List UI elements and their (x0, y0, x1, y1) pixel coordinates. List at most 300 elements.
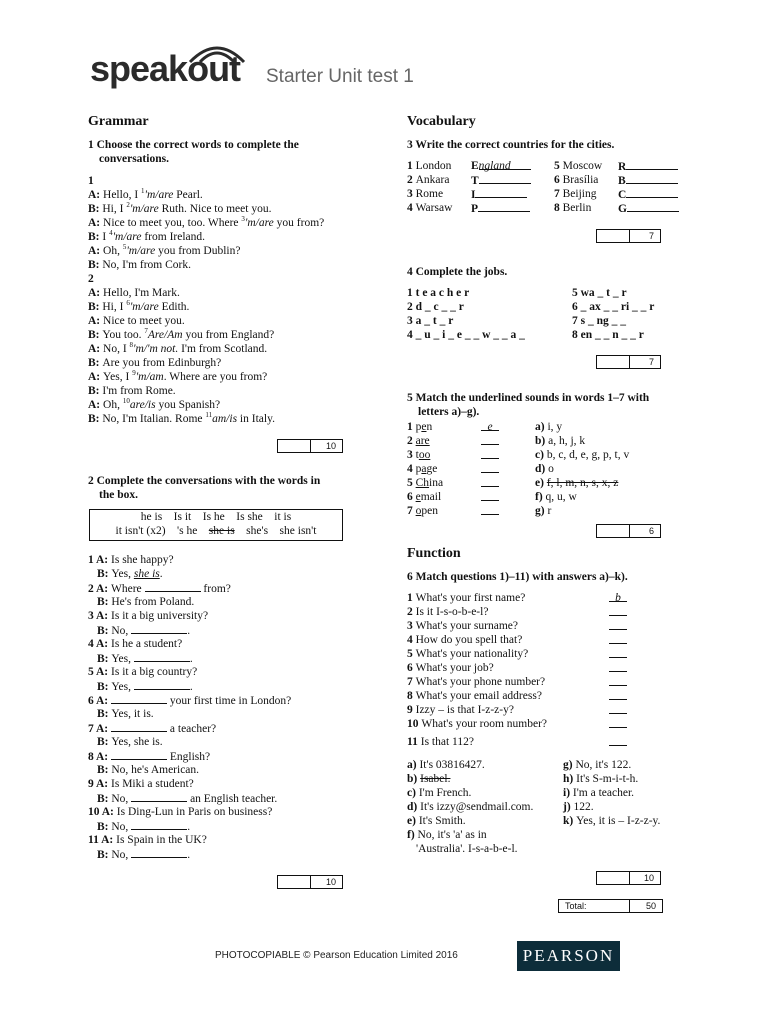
line-text: Hello, I (103, 189, 142, 201)
q2-line (97, 707, 154, 721)
line-rest: . (189, 681, 193, 693)
speaker: A: (88, 343, 104, 355)
line-text: Yes, (111, 568, 134, 580)
option-text: o (548, 463, 554, 475)
country-answer (618, 187, 678, 202)
line-rest: you from England? (182, 329, 275, 341)
line-rest: . (159, 568, 163, 580)
job-item: 4 _ u _ i _ e _ _ w _ _ a _ (407, 329, 525, 341)
speaker: B: (97, 596, 112, 608)
word-part: mail (420, 491, 442, 503)
answer-blank[interactable] (134, 651, 190, 662)
line-text: No, (111, 625, 132, 637)
answer-line (609, 647, 627, 662)
line-text: Is she happy? (111, 554, 174, 566)
speaker: A: (96, 610, 112, 622)
answer-text: It's 03816427. (419, 759, 485, 771)
answer-line (609, 619, 627, 634)
q6-answer (416, 842, 518, 856)
sound-word (407, 462, 437, 476)
item-number: 3 (407, 620, 416, 632)
answer-blank[interactable] (131, 819, 187, 830)
q2-score: 10 (325, 877, 336, 887)
option-text: b, c, d, e, g, p, t, v (546, 449, 630, 461)
line-text: I'm from Rome. (102, 385, 176, 397)
question-text: What's your email address? (415, 690, 542, 702)
line-text: Nice to meet you. (103, 315, 185, 327)
item-number: 4 (407, 463, 416, 475)
q1-line (88, 314, 185, 328)
answer-blank[interactable] (609, 633, 627, 644)
answer-letter: i) (563, 787, 573, 799)
speaker: A: (88, 371, 104, 383)
line-rest: an English teacher. (187, 793, 278, 805)
speaker: A: (96, 751, 112, 763)
answer-blank[interactable] (111, 721, 167, 732)
line-text: Oh, (103, 245, 123, 257)
line-text: Oh, (103, 399, 123, 411)
city: Rome (415, 188, 444, 200)
answer-blank[interactable] (609, 675, 627, 686)
q1-line (88, 356, 221, 370)
answer-blank[interactable] (609, 689, 627, 700)
answer-blank[interactable] (626, 187, 678, 198)
q1-heading: 1 Choose the correct words to complete the conversations. (88, 139, 299, 165)
option-letter: e) (535, 477, 547, 489)
q3-item (554, 173, 598, 187)
gap-number: 4 (109, 229, 113, 238)
letter-option (535, 490, 577, 504)
speaker: B: (97, 625, 112, 637)
q2-line (97, 679, 193, 694)
q6-answer (563, 772, 638, 786)
answer-blank[interactable] (609, 703, 627, 714)
answer-blank[interactable] (145, 581, 201, 592)
gap-number: 1 (141, 187, 145, 196)
line-text: Hello, I'm Mark. (103, 287, 180, 299)
question-text: How do you spell that? (415, 634, 523, 646)
speaker: A: (88, 399, 104, 411)
speaker: A: (88, 189, 104, 201)
question-text: What's your first name? (415, 592, 526, 604)
job-item: 7 s _ ng _ _ (572, 315, 626, 327)
q3-item (407, 187, 443, 201)
line-text: Yes, I (103, 371, 133, 383)
q2-line (97, 791, 277, 806)
question-text: What's your nationality? (415, 648, 529, 660)
word-part: t (415, 449, 419, 461)
q2-line (97, 567, 163, 581)
answer-blank[interactable] (131, 791, 187, 802)
q4-heading: 4 Complete the jobs. (407, 266, 508, 278)
line-rest: . Where are you from? (163, 371, 268, 383)
line-text: No, (111, 793, 132, 805)
city: Warsaw (415, 202, 453, 214)
q3-item (554, 159, 602, 173)
q4-score: 7 (648, 357, 654, 367)
line-text: No, (111, 821, 132, 833)
answer: she is (133, 568, 160, 580)
answer-blank[interactable]: ngland (479, 159, 531, 170)
q1-line (88, 384, 176, 398)
item-number: 5 (554, 160, 563, 172)
speaker: B: (88, 413, 103, 425)
line-text: Is it a big university? (111, 610, 209, 622)
answer-blank[interactable] (481, 434, 499, 445)
speaker: A: (96, 638, 112, 650)
logo-wordmark: speakout (90, 48, 241, 89)
answer-line (481, 434, 499, 449)
gap-number: 5 (122, 243, 127, 252)
answer-blank[interactable] (111, 693, 167, 704)
option-letter: d) (535, 463, 549, 475)
speaker: B: (97, 681, 112, 693)
speaker: B: (88, 357, 103, 369)
line-rest: in Italy. (237, 413, 275, 425)
logo (90, 48, 240, 90)
answer-blank[interactable] (131, 847, 187, 858)
first-letter: R (618, 161, 627, 173)
q1-line (88, 398, 220, 412)
answer-text: Yes, it is – I-z-z-y. (576, 815, 661, 827)
q2-line (97, 651, 193, 666)
item-number: 11 (88, 834, 102, 846)
q6-question (407, 703, 514, 717)
q6-question (407, 619, 518, 633)
line-text: Yes, it is. (111, 708, 154, 720)
city: Berlin (562, 202, 592, 214)
answer-blank[interactable]: e (481, 420, 499, 431)
word-part: p (415, 463, 422, 475)
q1-line (88, 412, 275, 426)
q6-answer (407, 786, 471, 800)
line-rest: . (187, 849, 191, 861)
answer-blank[interactable] (609, 735, 627, 746)
q2-heading: 2 Complete the conversations with the words in the box. (88, 475, 321, 501)
question-text: What's your job? (415, 662, 494, 674)
first-letter: C (618, 189, 627, 201)
speaker: B: (88, 385, 103, 397)
letter-option (535, 504, 551, 518)
option-letter: c) (535, 449, 547, 461)
item-number: 3 (407, 449, 416, 461)
speaker: B: (88, 203, 103, 215)
line-text: Is it a big country? (111, 666, 198, 678)
q1-line (88, 328, 274, 342)
q2-line (88, 721, 216, 736)
first-letter: I (471, 189, 476, 201)
q6-question (407, 661, 494, 675)
function-title: Function (407, 546, 461, 561)
q1-line (88, 300, 189, 314)
choice: 'm/are (129, 301, 159, 313)
line-text: Is Miki a student? (111, 778, 194, 790)
word-box-row-1: he is Is it Is he Is she it is (140, 511, 292, 523)
q3-item (407, 201, 452, 215)
first-letter: E (471, 160, 479, 172)
option-text: i, y (547, 421, 563, 433)
answer-text: No, it's 'a' as in (417, 829, 487, 841)
q2-line (88, 693, 291, 708)
q3-item (554, 201, 591, 215)
gap-number: 9 (132, 369, 136, 378)
answer-blank[interactable] (134, 679, 190, 690)
item-number: 5 (407, 477, 416, 489)
answer-line (609, 703, 627, 718)
letter-option (535, 448, 629, 462)
item-number: 7 (554, 188, 563, 200)
first-letter: T (471, 175, 479, 187)
speaker: A: (101, 834, 117, 846)
gap-number: 6 (126, 299, 130, 308)
answer-blank[interactable] (609, 661, 627, 672)
answer-blank[interactable] (479, 173, 531, 184)
vocabulary-title: Vocabulary (407, 114, 476, 129)
q6-answer (407, 828, 487, 842)
q6-heading: 6 Match questions 1)–11) with answers a)–k). (407, 571, 628, 583)
question-text: What's your surname? (415, 620, 518, 632)
grammar-title: Grammar (88, 114, 149, 129)
choice: are/is (129, 399, 156, 411)
item-number: 10 (88, 806, 102, 818)
answer-blank[interactable] (481, 448, 499, 459)
sound-word (407, 420, 432, 434)
word-part: ina (429, 477, 444, 489)
answer-line (609, 689, 627, 704)
q5-score: 6 (648, 526, 654, 536)
q2-line (88, 553, 174, 567)
q2-score-box (277, 875, 343, 889)
answer-blank[interactable] (481, 476, 499, 487)
answer-letter: e) (407, 815, 419, 827)
choice: 'm/are (129, 203, 159, 215)
line-text: I (102, 231, 110, 243)
answer-blank[interactable] (609, 647, 627, 658)
answer-blank[interactable] (609, 717, 627, 728)
item-number: 1 (88, 554, 96, 566)
line-text: No, I'm Italian. Rome (102, 413, 206, 425)
q6-question (407, 735, 474, 749)
q2-line (88, 637, 182, 651)
country-answer (471, 159, 531, 173)
country-answer (471, 187, 527, 202)
gap-number: 7 (144, 327, 148, 336)
underlined-sound: are (415, 435, 430, 447)
item-number: 6 (88, 695, 96, 707)
speaker: A: (96, 666, 112, 678)
choice: 'm/are (126, 245, 156, 257)
q2-line (88, 833, 207, 847)
speaker: B: (97, 653, 112, 665)
answer-line (481, 490, 499, 505)
option-letter: a) (535, 421, 548, 433)
line-text: Yes, she is. (111, 736, 163, 748)
item-number: 11 (407, 736, 421, 748)
answer-line (481, 476, 499, 491)
answer-line (609, 675, 627, 690)
answer-letter: d) (407, 801, 421, 813)
sound-word (407, 504, 438, 518)
answer-line (481, 420, 499, 434)
answer-text: It's Smith. (418, 815, 466, 827)
line-text: Is Ding-Lun in Paris on business? (116, 806, 273, 818)
answer-letter: j) (563, 801, 574, 813)
answer-blank[interactable] (475, 187, 527, 198)
q6-answer (407, 814, 466, 828)
answer-blank[interactable] (481, 462, 499, 473)
q6-score-box (596, 871, 661, 885)
item-number: 4 (407, 202, 416, 214)
speaker: B: (97, 736, 112, 748)
underlined-sound: e (415, 491, 421, 503)
pearson-logo: PEARSON (517, 941, 620, 971)
option-text: f, l, m, n, s, x, z (546, 477, 619, 489)
answer-text: I'm a teacher. (572, 787, 635, 799)
item-number: 6 (554, 174, 563, 186)
answer-blank[interactable] (481, 504, 499, 515)
answer-blank[interactable] (626, 173, 678, 184)
choice: am/is (212, 413, 238, 425)
answer-line (481, 504, 499, 519)
q3-score: 7 (648, 231, 654, 241)
option-text: r (547, 505, 552, 517)
answer-blank[interactable] (111, 749, 167, 760)
line-rest: you from Dublin? (155, 245, 241, 257)
speaker: B: (88, 329, 103, 341)
item-number: 8 (554, 202, 563, 214)
speaker: B: (88, 259, 103, 271)
line-rest: . (189, 653, 193, 665)
line-text: Yes, (111, 681, 134, 693)
answer-blank[interactable] (609, 605, 627, 616)
line-rest: . (187, 821, 191, 833)
line-rest: a teacher? (167, 723, 217, 735)
letter-option (535, 462, 554, 476)
gap-number: 11 (205, 411, 213, 420)
copyright-footer: PHOTOCOPIABLE © Pearson Education Limited 2016 (215, 950, 458, 961)
q1-part-number: 2 (88, 273, 94, 285)
answer-blank[interactable] (481, 490, 499, 501)
answer-blank[interactable] (626, 159, 678, 170)
answer-blank[interactable] (131, 623, 187, 634)
line-text: No, I'm from Cork. (102, 259, 192, 271)
option-letter: f) (535, 491, 546, 503)
q1-line (88, 216, 324, 230)
speaker: A: (88, 315, 104, 327)
line-rest: English? (167, 751, 211, 763)
q2-line (88, 749, 210, 764)
item-number: 3 (407, 188, 416, 200)
answer-letter: g) (563, 759, 576, 771)
answer-line (609, 633, 627, 648)
answer-blank[interactable] (627, 201, 679, 212)
total-label: Total: (565, 901, 587, 911)
answer-text: 122. (573, 801, 594, 813)
q6-question (407, 633, 522, 647)
q2-line (88, 581, 231, 596)
job-item: 2 d _ c _ _ r (407, 301, 464, 313)
q1-line (88, 188, 203, 202)
q3-item (554, 187, 597, 201)
underlined-sound: o (415, 505, 422, 517)
q6-answer (563, 758, 631, 772)
item-number: 7 (407, 676, 416, 688)
choice: 'm/are (144, 189, 174, 201)
job-item: 8 en _ _ n _ _ r (572, 329, 644, 341)
answer-blank[interactable] (478, 201, 530, 212)
city: London (415, 160, 452, 172)
line-rest: your first time in London? (167, 695, 292, 707)
line-text: Nice to meet you, too. Where (103, 217, 242, 229)
speaker: A: (101, 806, 117, 818)
total-score: 50 (645, 901, 656, 911)
line-text: No, (111, 849, 132, 861)
test-title: Starter Unit test 1 (266, 66, 414, 87)
choice: 'm/are (244, 217, 274, 229)
choice: Are/Am (147, 329, 183, 341)
line-rest: Edith. (158, 301, 190, 313)
answer-letter: h) (563, 773, 577, 785)
q2-line (97, 623, 190, 638)
answer-blank[interactable]: b (609, 591, 627, 602)
letter-option (535, 420, 562, 434)
q3-score-box (596, 229, 661, 243)
item-number: 5 (407, 648, 416, 660)
job-item: 1 t e a c h e r (407, 287, 470, 299)
q1-part-number: 1 (88, 175, 94, 187)
speaker: B: (88, 231, 103, 243)
line-text: He's from Poland. (111, 596, 195, 608)
answer-blank[interactable] (609, 619, 627, 630)
city: Moscow (562, 160, 603, 172)
city: Ankara (415, 174, 450, 186)
speaker: A: (96, 723, 112, 735)
q2-line (97, 847, 190, 862)
sound-word (407, 490, 441, 504)
item-number: 6 (407, 662, 416, 674)
country-answer (618, 173, 678, 188)
line-rest: you Spanish? (155, 399, 221, 411)
q2-line (97, 595, 194, 609)
q1-score: 10 (325, 441, 336, 451)
answer-line (609, 735, 627, 750)
line-text: No, he's American. (111, 764, 200, 776)
q6-score: 10 (643, 873, 654, 883)
first-letter: B (618, 175, 626, 187)
q2-line (88, 609, 208, 623)
item-number: 8 (407, 690, 416, 702)
answer-line (481, 448, 499, 463)
struck-example: she is (208, 525, 235, 537)
q1-line (88, 230, 205, 244)
item-number: 10 (407, 718, 422, 730)
q1-line (88, 202, 271, 216)
underlined-sound: Ch (415, 477, 430, 489)
option-text: q, u, w (545, 491, 577, 503)
answer-letter: k) (563, 815, 577, 827)
letter-option (535, 476, 618, 490)
country-answer (618, 201, 679, 216)
q6-question (407, 689, 542, 703)
option-letter: b) (535, 435, 549, 447)
choice: 'm/'m not. (133, 343, 179, 355)
q2-line (88, 665, 197, 679)
city: Brasília (562, 174, 599, 186)
city: Beijing (562, 188, 597, 200)
speaker: A: (96, 554, 112, 566)
item-number: 4 (407, 634, 416, 646)
line-text: Where (111, 583, 145, 595)
